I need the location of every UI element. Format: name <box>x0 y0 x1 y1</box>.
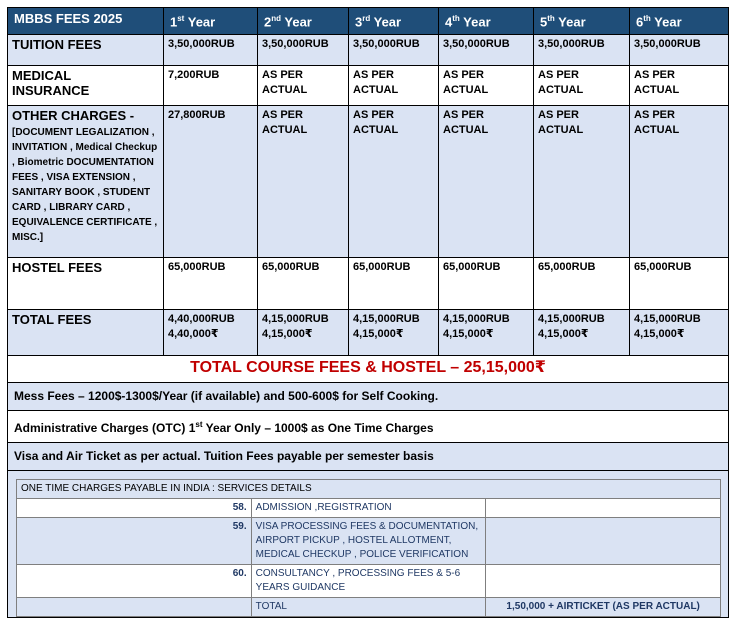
otc-item-row <box>17 518 721 565</box>
row-label: OTHER CHARGES - [DOCUMENT LEGALIZATION , INVITATION , Medical Checkup , Biometric DOCUMENTATION FEES , VISA EXTENSION , SANITARY BOOK , STUDENT CARD , LIBRARY CARD , EQUIVALENCE CERTIFICATE , MISC.] <box>8 106 164 258</box>
fee-cell: AS PER ACTUAL <box>349 66 439 106</box>
total-fees-row <box>8 310 729 356</box>
fee-cell: AS PER ACTUAL <box>630 106 729 258</box>
year-header: 5th Year <box>534 8 630 35</box>
otc-item-value <box>486 518 721 565</box>
fee-cell: 4,40,000RUB 4,40,000₹ <box>164 310 258 356</box>
fees-table <box>7 7 729 618</box>
otc-item-number: 59. <box>17 518 252 565</box>
fee-cell: 65,000RUB <box>349 258 439 310</box>
otc-total-value: 1,50,000 + AIRTICKET (AS PER ACTUAL) <box>486 598 721 617</box>
otc-container <box>8 471 729 618</box>
visa-note-row <box>8 443 729 471</box>
fee-cell: 3,50,000RUB <box>164 35 258 66</box>
row-label: MEDICAL INSURANCE <box>8 66 164 106</box>
medical-row <box>8 66 729 106</box>
fee-cell: 65,000RUB <box>258 258 349 310</box>
fee-cell: AS PER ACTUAL <box>630 66 729 106</box>
otc-heading: ONE TIME CHARGES PAYABLE IN INDIA : SERVICES DETAILS <box>17 480 721 499</box>
header-row <box>8 8 729 35</box>
fee-cell: 4,15,000RUB 4,15,000₹ <box>258 310 349 356</box>
table-title: MBBS FEES 2025 <box>8 8 164 35</box>
fee-cell: AS PER ACTUAL <box>439 66 534 106</box>
row-label: HOSTEL FEES <box>8 258 164 310</box>
total-course-fees: TOTAL COURSE FEES & HOSTEL – 25,15,000₹ <box>8 356 729 383</box>
mess-fees-note: Mess Fees – 1200$-1300$/Year (if available) and 500-600$ for Self Cooking. <box>8 383 729 411</box>
fee-cell: 4,15,000RUB 4,15,000₹ <box>534 310 630 356</box>
row-label: TUITION FEES <box>8 35 164 66</box>
hostel-row <box>8 258 729 310</box>
fee-cell: 3,50,000RUB <box>534 35 630 66</box>
fee-cell: 27,800RUB <box>164 106 258 258</box>
total-course-row <box>8 356 729 383</box>
otc-item-text: VISA PROCESSING FEES & DOCUMENTATION, AIRPORT PICKUP , HOSTEL ALLOTMENT, MEDICAL CHECKUP , POLICE VERIFICATION <box>251 518 486 565</box>
row-label: TOTAL FEES <box>8 310 164 356</box>
admin-charges-note: Administrative Charges (OTC) 1st Year Only – 1000$ as One Time Charges <box>8 411 729 443</box>
fee-cell: 3,50,000RUB <box>349 35 439 66</box>
fees-document <box>7 7 728 618</box>
year-header: 4th Year <box>439 8 534 35</box>
fee-cell: 4,15,000RUB 4,15,000₹ <box>349 310 439 356</box>
fee-cell: AS PER ACTUAL <box>258 106 349 258</box>
fee-cell: 4,15,000RUB 4,15,000₹ <box>630 310 729 356</box>
year-header: 2nd Year <box>258 8 349 35</box>
fee-cell: 65,000RUB <box>439 258 534 310</box>
fee-cell: 4,15,000RUB 4,15,000₹ <box>439 310 534 356</box>
mess-note-row <box>8 383 729 411</box>
fee-cell: 3,50,000RUB <box>439 35 534 66</box>
fee-cell: AS PER ACTUAL <box>534 106 630 258</box>
fee-cell: AS PER ACTUAL <box>439 106 534 258</box>
otc-table <box>16 479 721 617</box>
otc-total-blank <box>17 598 252 617</box>
fee-cell: AS PER ACTUAL <box>534 66 630 106</box>
other-charges-row <box>8 106 729 258</box>
fee-cell: 65,000RUB <box>534 258 630 310</box>
visa-ticket-note: Visa and Air Ticket as per actual. Tuition Fees payable per semester basis <box>8 443 729 471</box>
other-charges-detail: [DOCUMENT LEGALIZATION , INVITATION , Medical Checkup , Biometric DOCUMENTATION FEES , VISA EXTENSION , SANITARY BOOK , STUDENT CARD , LIBRARY CARD , EQUIVALENCE CERTIFICATE , MISC.] <box>12 127 158 243</box>
fee-cell: 7,200RUB <box>164 66 258 106</box>
otc-row <box>8 471 729 618</box>
fee-cell: 3,50,000RUB <box>258 35 349 66</box>
otc-item-number: 60. <box>17 565 252 598</box>
otc-item-row <box>17 565 721 598</box>
fee-cell: AS PER ACTUAL <box>258 66 349 106</box>
year-header: 1st Year <box>164 8 258 35</box>
otc-total-label: TOTAL <box>251 598 486 617</box>
otc-item-text: CONSULTANCY , PROCESSING FEES & 5-6 YEARS GUIDANCE <box>251 565 486 598</box>
otc-total-row <box>17 598 721 617</box>
fee-cell: AS PER ACTUAL <box>349 106 439 258</box>
year-header: 6th Year <box>630 8 729 35</box>
fee-cell: 65,000RUB <box>164 258 258 310</box>
otc-item-value <box>486 499 721 518</box>
otc-item-text: ADMISSION ,REGISTRATION <box>251 499 486 518</box>
otc-item-value <box>486 565 721 598</box>
tuition-row <box>8 35 729 66</box>
fee-cell: 3,50,000RUB <box>630 35 729 66</box>
fee-cell: 65,000RUB <box>630 258 729 310</box>
otc-item-row <box>17 499 721 518</box>
year-header: 3rd Year <box>349 8 439 35</box>
admin-note-row <box>8 411 729 443</box>
otc-item-number: 58. <box>17 499 252 518</box>
